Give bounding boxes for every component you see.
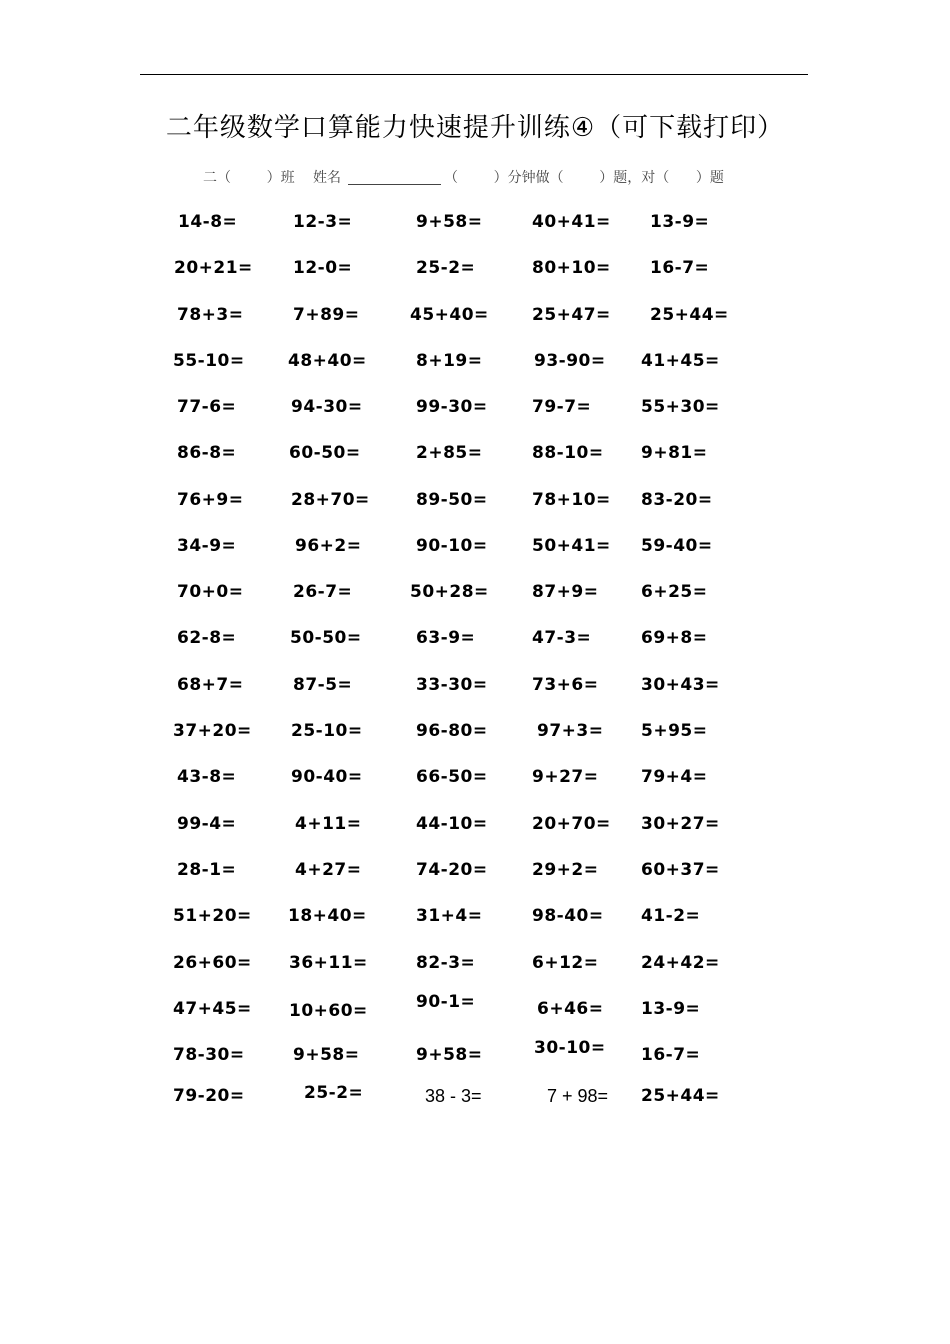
problem-r9-c4: 87+9= xyxy=(532,582,599,602)
problem-r20-c1: 79-20= xyxy=(173,1086,245,1106)
problem-r3-c5: 25+44= xyxy=(650,305,729,325)
problem-r16-c1: 51+20= xyxy=(173,906,252,926)
problem-r2-c5: 16-7= xyxy=(650,258,710,278)
problem-r19-c5: 16-7= xyxy=(641,1045,701,1065)
problem-r10-c2: 50-50= xyxy=(290,628,362,648)
problem-r8-c5: 59-40= xyxy=(641,536,713,556)
problem-r8-c2: 96+2= xyxy=(295,536,362,556)
problem-r16-c3: 31+4= xyxy=(416,906,483,926)
problem-r12-c4: 97+3= xyxy=(537,721,604,741)
problem-r19-c3: 9+58= xyxy=(416,1045,483,1065)
problem-r6-c5: 9+81= xyxy=(641,443,708,463)
problem-r10-c3: 63-9= xyxy=(416,628,476,648)
problem-r13-c2: 90-40= xyxy=(291,767,363,787)
problem-r15-c3: 74-20= xyxy=(416,860,488,880)
problem-r15-c5: 60+37= xyxy=(641,860,720,880)
problem-r3-c4: 25+47= xyxy=(532,305,611,325)
problem-r7-c5: 83-20= xyxy=(641,490,713,510)
problem-r4-c3: 8+19= xyxy=(416,351,483,371)
problem-r1-c2: 12-3= xyxy=(293,212,353,232)
problem-r2-c3: 25-2= xyxy=(416,258,476,278)
problem-r13-c4: 9+27= xyxy=(532,767,599,787)
problem-r20-c3: 38 - 3= xyxy=(425,1086,482,1106)
problem-r15-c4: 29+2= xyxy=(532,860,599,880)
problem-r8-c3: 90-10= xyxy=(416,536,488,556)
problem-r5-c3: 99-30= xyxy=(416,397,488,417)
top-rule xyxy=(140,74,808,75)
problem-r17-c2: 36+11= xyxy=(289,953,368,973)
problem-r6-c4: 88-10= xyxy=(532,443,604,463)
problem-r1-c3: 9+58= xyxy=(416,212,483,232)
problem-r14-c1: 99-4= xyxy=(177,814,237,834)
problem-r4-c2: 48+40= xyxy=(288,351,367,371)
problem-r2-c4: 80+10= xyxy=(532,258,611,278)
problem-r1-c1: 14-8= xyxy=(178,212,238,232)
time-score-label: （ ）分钟做（ ）题，对（ ）题 xyxy=(444,170,724,186)
problem-r18-c1: 47+45= xyxy=(173,999,252,1019)
problem-r18-c3: 90-1= xyxy=(416,992,476,1012)
problem-r2-c2: 12-0= xyxy=(293,258,353,278)
problem-r10-c4: 47-3= xyxy=(532,628,592,648)
problem-r7-c2: 28+70= xyxy=(291,490,370,510)
problem-r14-c4: 20+70= xyxy=(532,814,611,834)
problem-r6-c3: 2+85= xyxy=(416,443,483,463)
problem-r3-c2: 7+89= xyxy=(293,305,360,325)
class-label: 二（ ）班 xyxy=(203,170,295,186)
problem-r4-c1: 55-10= xyxy=(173,351,245,371)
problem-r18-c2: 10+60= xyxy=(289,1001,368,1021)
problem-r7-c1: 76+9= xyxy=(177,490,244,510)
problem-r6-c2: 60-50= xyxy=(289,443,361,463)
problem-r3-c3: 45+40= xyxy=(410,305,489,325)
problem-r12-c2: 25-10= xyxy=(291,721,363,741)
problem-r6-c1: 86-8= xyxy=(177,443,237,463)
problem-r9-c2: 26-7= xyxy=(293,582,353,602)
problem-r5-c5: 55+30= xyxy=(641,397,720,417)
problem-r14-c5: 30+27= xyxy=(641,814,720,834)
problem-r15-c2: 4+27= xyxy=(295,860,362,880)
problem-r16-c2: 18+40= xyxy=(288,906,367,926)
problem-r18-c4: 6+46= xyxy=(537,999,604,1019)
problem-r1-c5: 13-9= xyxy=(650,212,710,232)
problem-r19-c4: 30-10= xyxy=(534,1038,606,1058)
problem-r13-c1: 43-8= xyxy=(177,767,237,787)
problem-r11-c4: 73+6= xyxy=(532,675,599,695)
problem-r13-c5: 79+4= xyxy=(641,767,708,787)
problem-r17-c4: 6+12= xyxy=(532,953,599,973)
problem-r1-c4: 40+41= xyxy=(532,212,611,232)
problem-r5-c2: 94-30= xyxy=(291,397,363,417)
problem-r16-c5: 41-2= xyxy=(641,906,701,926)
problem-r8-c4: 50+41= xyxy=(532,536,611,556)
problem-r5-c1: 77-6= xyxy=(177,397,237,417)
problem-r8-c1: 34-9= xyxy=(177,536,237,556)
problem-r2-c1: 20+21= xyxy=(174,258,253,278)
worksheet-title: 二年级数学口算能力快速提升训练④（可下载打印） xyxy=(165,113,785,143)
problem-r20-c4: 7 + 98= xyxy=(547,1086,609,1106)
problem-r12-c1: 37+20= xyxy=(173,721,252,741)
problem-r7-c3: 89-50= xyxy=(416,490,488,510)
problem-r20-c2: 25-2= xyxy=(304,1083,364,1103)
problem-r19-c2: 9+58= xyxy=(293,1045,360,1065)
problem-r9-c3: 50+28= xyxy=(410,582,489,602)
problem-r16-c4: 98-40= xyxy=(532,906,604,926)
problem-r9-c1: 70+0= xyxy=(177,582,244,602)
problem-r17-c3: 82-3= xyxy=(416,953,476,973)
problem-r13-c3: 66-50= xyxy=(416,767,488,787)
info-line xyxy=(0,167,950,189)
problem-r12-c3: 96-80= xyxy=(416,721,488,741)
problem-r11-c5: 30+43= xyxy=(641,675,720,695)
problem-r11-c1: 68+7= xyxy=(177,675,244,695)
problem-r4-c5: 41+45= xyxy=(641,351,720,371)
problem-r14-c2: 4+11= xyxy=(295,814,362,834)
problem-r17-c5: 24+42= xyxy=(641,953,720,973)
problem-r14-c3: 44-10= xyxy=(416,814,488,834)
problem-r18-c5: 13-9= xyxy=(641,999,701,1019)
problem-r20-c5: 25+44= xyxy=(641,1086,720,1106)
problem-r4-c4: 93-90= xyxy=(534,351,606,371)
problem-r7-c4: 78+10= xyxy=(532,490,611,510)
problem-r19-c1: 78-30= xyxy=(173,1045,245,1065)
name-blank-line xyxy=(348,184,441,185)
problem-r11-c3: 33-30= xyxy=(416,675,488,695)
problem-r15-c1: 28-1= xyxy=(177,860,237,880)
problem-r3-c1: 78+3= xyxy=(177,305,244,325)
problem-r9-c5: 6+25= xyxy=(641,582,708,602)
problem-r11-c2: 87-5= xyxy=(293,675,353,695)
problem-r5-c4: 79-7= xyxy=(532,397,592,417)
name-label: 姓名 xyxy=(313,170,341,186)
problem-r10-c1: 62-8= xyxy=(177,628,237,648)
problem-r17-c1: 26+60= xyxy=(173,953,252,973)
problem-r10-c5: 69+8= xyxy=(641,628,708,648)
problem-r12-c5: 5+95= xyxy=(641,721,708,741)
